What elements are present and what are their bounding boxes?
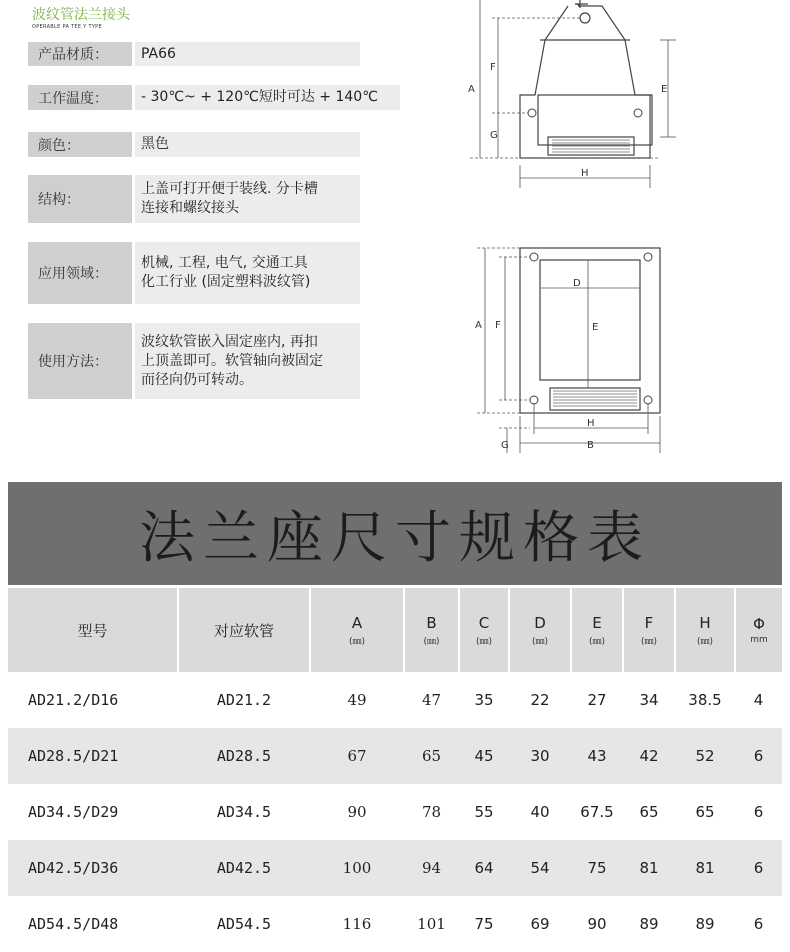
cell-phi: 4 bbox=[735, 672, 782, 728]
property-value bbox=[135, 42, 360, 66]
property-label: 产品材质： bbox=[28, 42, 132, 66]
cell-a: 116 bbox=[310, 896, 404, 952]
cell-phi: 6 bbox=[735, 896, 782, 952]
property-row-structure bbox=[28, 175, 360, 223]
cell-a: 90 bbox=[310, 784, 404, 840]
cell-b: 94 bbox=[404, 840, 459, 896]
cell-f: 89 bbox=[623, 896, 675, 952]
cell-b: 65 bbox=[404, 728, 459, 784]
property-row-material bbox=[28, 42, 360, 66]
property-value-line: 而径向仍可转动。 bbox=[141, 371, 253, 388]
cell-phi: 6 bbox=[735, 784, 782, 840]
cell-h: 81 bbox=[675, 840, 735, 896]
cell-h: 52 bbox=[675, 728, 735, 784]
cell-b: 47 bbox=[404, 672, 459, 728]
spec-table bbox=[8, 588, 782, 952]
cell-phi: 6 bbox=[735, 728, 782, 784]
cell-b: 78 bbox=[404, 784, 459, 840]
column-header-phi: Φ mm bbox=[735, 588, 782, 672]
cell-hose: AD42.5 bbox=[178, 840, 310, 896]
cell-phi: 6 bbox=[735, 840, 782, 896]
property-value bbox=[135, 242, 360, 304]
cell-d: 69 bbox=[509, 896, 571, 952]
cell-model: AD28.5/D21 bbox=[8, 728, 178, 784]
cell-c: 45 bbox=[459, 728, 509, 784]
cell-c: 35 bbox=[459, 672, 509, 728]
column-header-f: F (㎜) bbox=[623, 588, 675, 672]
cell-a: 100 bbox=[310, 840, 404, 896]
property-value-line: 上顶盖即可。软管轴向被固定 bbox=[141, 352, 323, 369]
cell-e: 90 bbox=[571, 896, 623, 952]
cell-model: AD34.5/D29 bbox=[8, 784, 178, 840]
cell-f: 81 bbox=[623, 840, 675, 896]
property-value-line: 连接和螺纹接头 bbox=[141, 200, 239, 216]
cell-hose: AD21.2 bbox=[178, 672, 310, 728]
cell-model: AD54.5/D48 bbox=[8, 896, 178, 952]
property-row-temperature bbox=[28, 85, 400, 110]
cell-hose: AD54.5 bbox=[178, 896, 310, 952]
cell-d: 30 bbox=[509, 728, 571, 784]
dimension-label: A bbox=[475, 320, 482, 331]
cell-a: 67 bbox=[310, 728, 404, 784]
cell-c: 55 bbox=[459, 784, 509, 840]
dimension-label: F bbox=[495, 320, 501, 331]
table-row bbox=[8, 728, 782, 784]
column-header-h: H (㎜) bbox=[675, 588, 735, 672]
product-title: 波纹管法兰接头 bbox=[32, 7, 130, 23]
cell-b: 101 bbox=[404, 896, 459, 952]
property-value-line: 机械, 工程, 电气, 交通工具 bbox=[141, 255, 308, 271]
table-row bbox=[8, 672, 782, 728]
cell-h: 38.5 bbox=[675, 672, 735, 728]
dimension-label: H bbox=[587, 418, 595, 429]
property-value bbox=[135, 85, 400, 110]
cell-f: 34 bbox=[623, 672, 675, 728]
cell-hose: AD28.5 bbox=[178, 728, 310, 784]
property-value-line: 上盖可打开便于装线. 分卡槽 bbox=[141, 181, 318, 197]
property-label: 工作温度： bbox=[28, 85, 132, 110]
spec-table-title: 法兰座尺寸规格表 bbox=[139, 505, 651, 571]
cell-a: 49 bbox=[310, 672, 404, 728]
dimension-label: G bbox=[501, 440, 509, 451]
cell-h: 89 bbox=[675, 896, 735, 952]
cell-d: 22 bbox=[509, 672, 571, 728]
cell-model: AD42.5/D36 bbox=[8, 840, 178, 896]
dimension-label: A bbox=[468, 84, 475, 95]
property-row-color bbox=[28, 132, 360, 157]
property-value bbox=[135, 132, 360, 157]
property-value-line: - 30℃~ + 120℃短时可达 + 140℃ bbox=[141, 89, 378, 105]
column-header-c: C (㎜) bbox=[459, 588, 509, 672]
property-value bbox=[135, 323, 360, 399]
side-view-diagram bbox=[440, 0, 690, 195]
property-value-line: 化工行业 (固定塑料波纹管) bbox=[141, 274, 311, 290]
table-row bbox=[8, 840, 782, 896]
dimension-label: F bbox=[490, 62, 496, 73]
cell-model: AD21.2/D16 bbox=[8, 672, 178, 728]
cell-c: 75 bbox=[459, 896, 509, 952]
column-header-a: A (㎜) bbox=[310, 588, 404, 672]
column-header-b: B (㎜) bbox=[404, 588, 459, 672]
property-row-usage bbox=[28, 323, 360, 399]
table-row bbox=[8, 784, 782, 840]
property-value-line: 波纹软管嵌入固定座内, 再扣 bbox=[141, 333, 318, 350]
property-value bbox=[135, 175, 360, 223]
cell-e: 43 bbox=[571, 728, 623, 784]
spec-table-banner bbox=[8, 482, 782, 585]
cell-e: 27 bbox=[571, 672, 623, 728]
dimension-label: D bbox=[573, 278, 581, 289]
property-value-line: PA66 bbox=[141, 45, 176, 62]
cell-e: 75 bbox=[571, 840, 623, 896]
product-subtitle: OPERABLE PA TEE Y TYPE bbox=[32, 24, 102, 30]
table-row bbox=[8, 896, 782, 952]
dimension-label: G bbox=[490, 130, 498, 141]
cell-f: 42 bbox=[623, 728, 675, 784]
column-header-e: E (㎜) bbox=[571, 588, 623, 672]
dimension-label: E bbox=[661, 84, 668, 95]
dimension-label: B bbox=[587, 440, 594, 451]
table-header-row bbox=[8, 588, 782, 672]
property-row-application bbox=[28, 242, 360, 304]
property-label: 使用方法： bbox=[28, 323, 132, 399]
column-header-model: 型号 bbox=[8, 588, 178, 672]
front-view-diagram bbox=[455, 238, 680, 460]
dimension-label: H bbox=[581, 168, 589, 179]
column-header-d: D (㎜) bbox=[509, 588, 571, 672]
dimension-label: E bbox=[592, 322, 599, 333]
cell-e: 67.5 bbox=[571, 784, 623, 840]
property-label: 结构： bbox=[28, 175, 132, 223]
cell-h: 65 bbox=[675, 784, 735, 840]
column-header-hose: 对应软管 bbox=[178, 588, 310, 672]
cell-d: 40 bbox=[509, 784, 571, 840]
property-label: 应用领域： bbox=[28, 242, 132, 304]
property-value-line: 黑色 bbox=[141, 136, 169, 152]
cell-c: 64 bbox=[459, 840, 509, 896]
property-label: 颜色： bbox=[28, 132, 132, 157]
cell-f: 65 bbox=[623, 784, 675, 840]
cell-hose: AD34.5 bbox=[178, 784, 310, 840]
cell-d: 54 bbox=[509, 840, 571, 896]
